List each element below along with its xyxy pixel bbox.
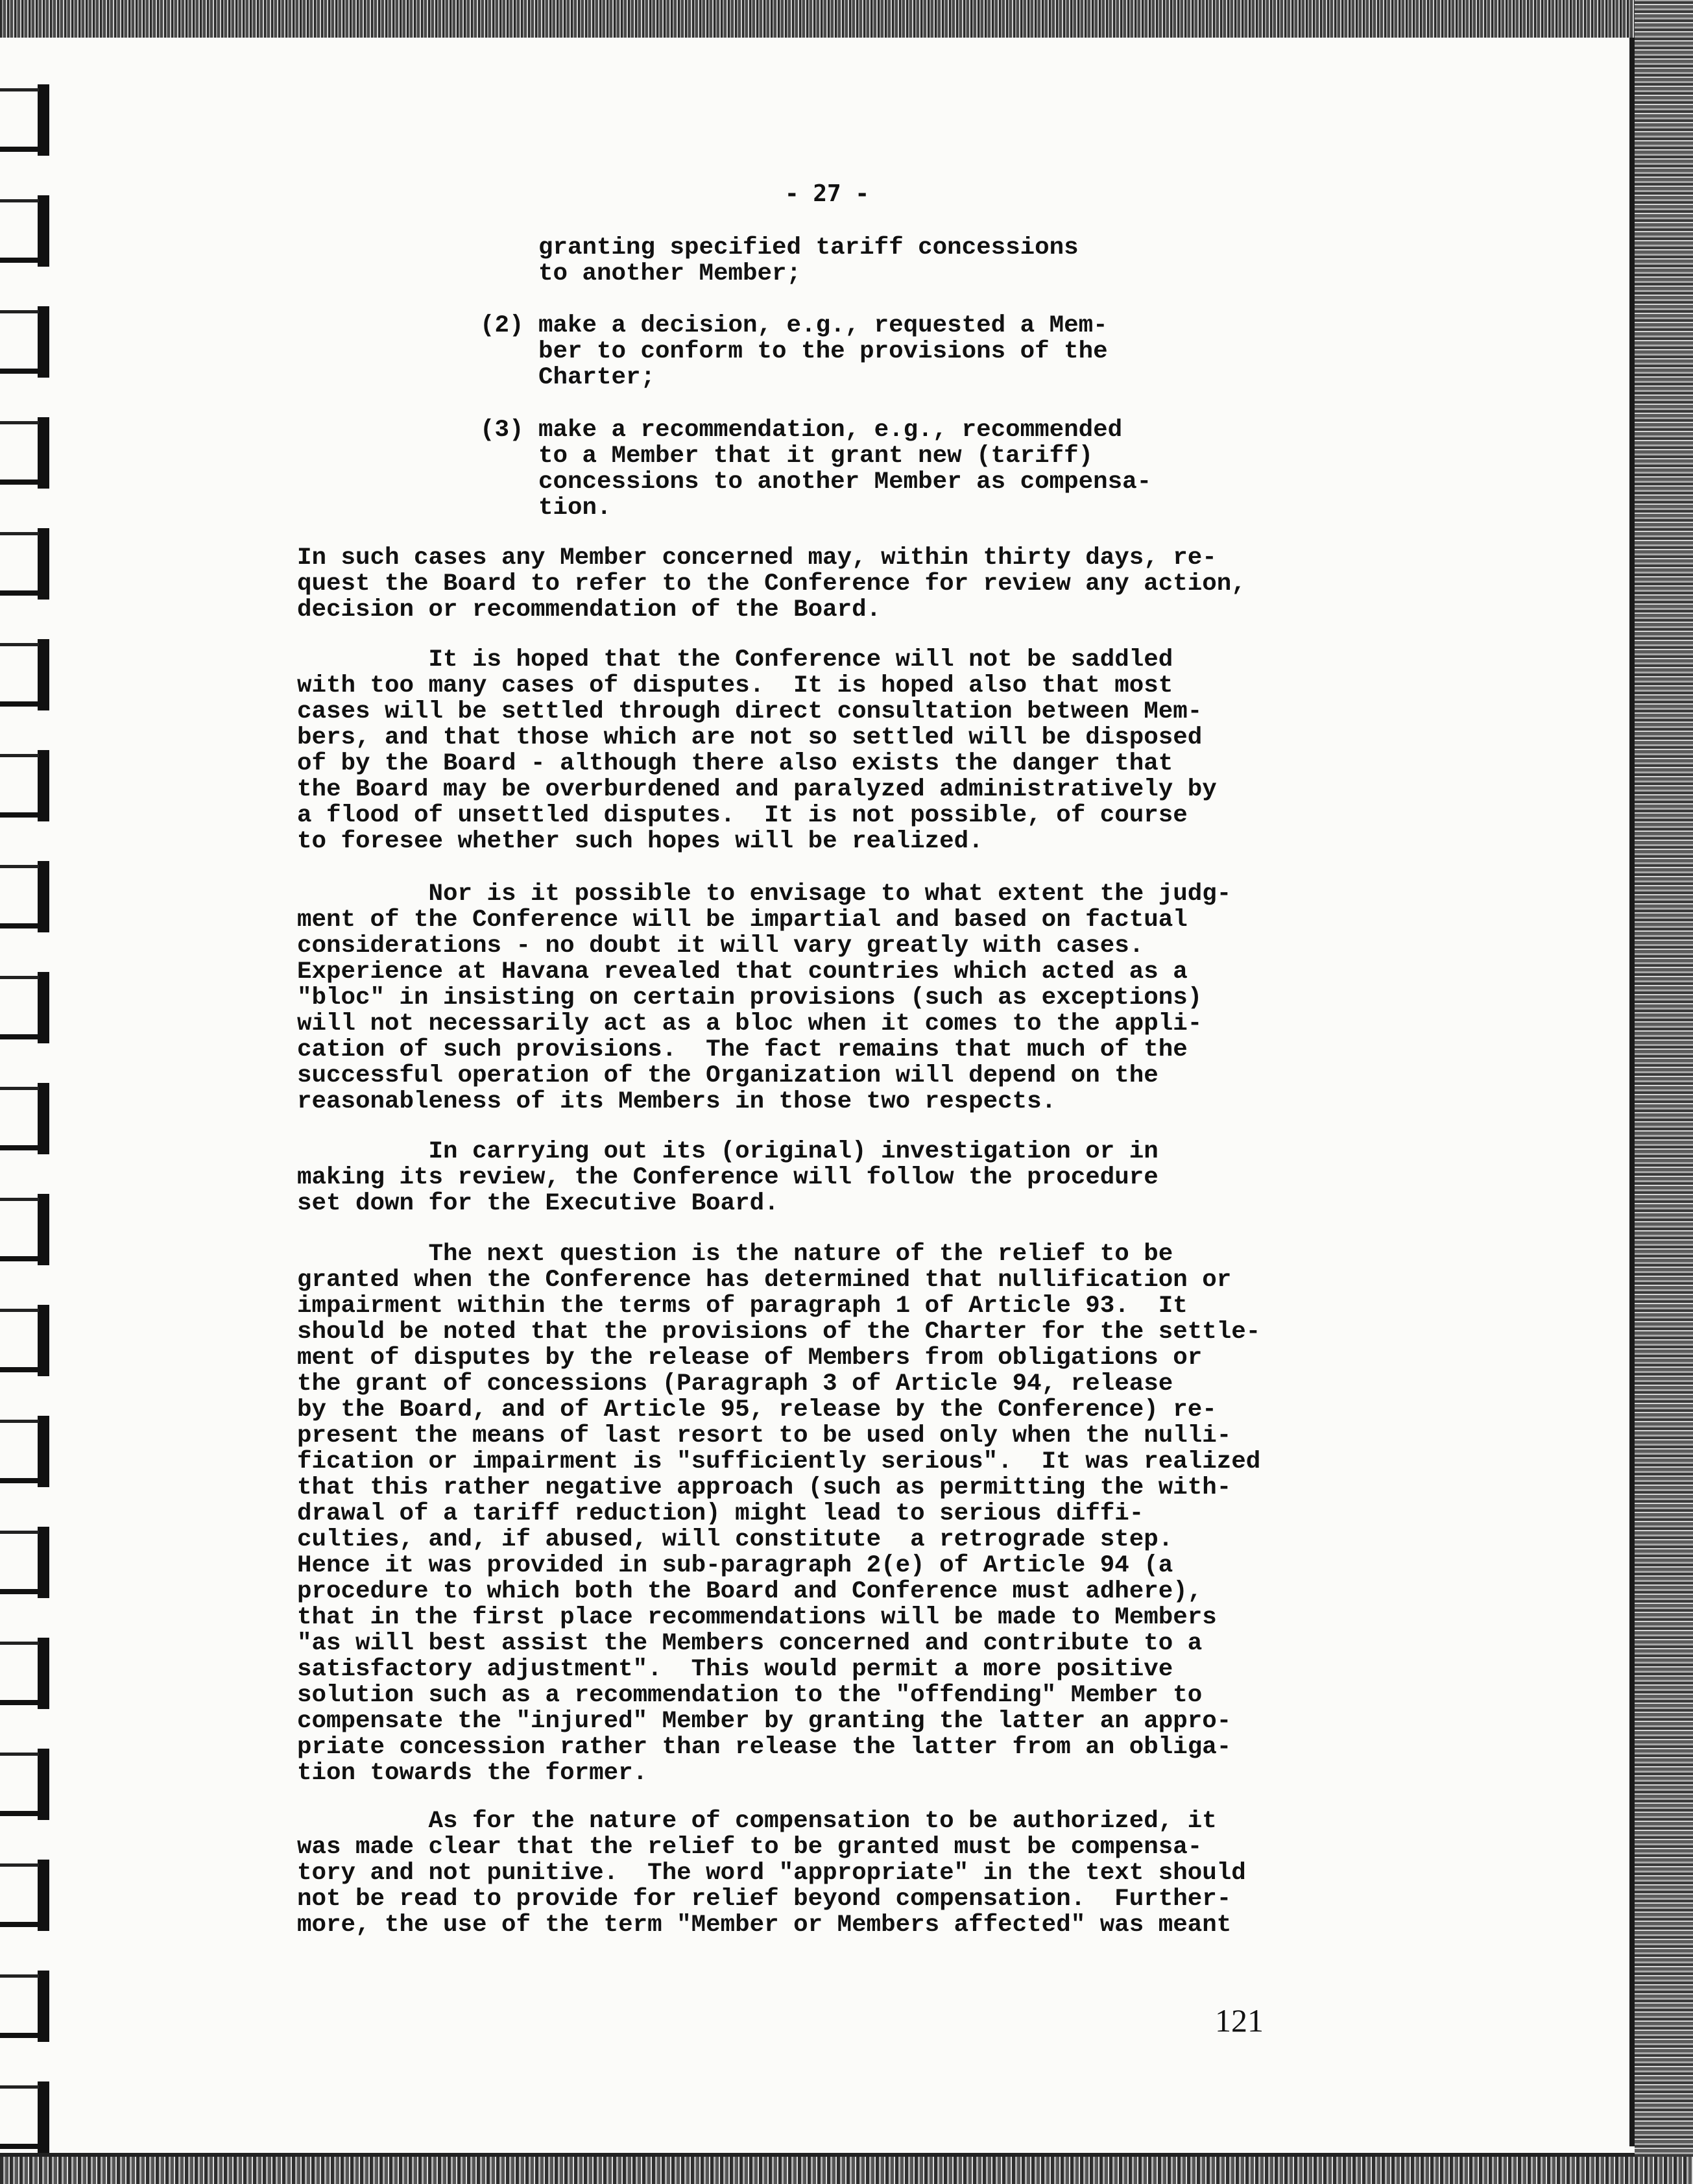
paragraph xyxy=(297,1241,1260,1786)
paragraph-line: decision or recommendation of the Board. xyxy=(297,596,882,624)
paragraph-line: procedure to which both the Board and Conference must adhere), xyxy=(297,1578,1203,1605)
paragraph-line: tory and not punitive. The word "appropriate" in the text should xyxy=(297,1860,1246,1887)
paragraph-line: set down for the Executive Board. xyxy=(297,1190,779,1217)
page-edge-bottom xyxy=(0,2153,1635,2157)
page-number-header: - 27 - xyxy=(785,180,870,207)
paragraph-line: The next question is the nature of the relief to be xyxy=(297,1241,1173,1268)
paragraph-line: priate concession rather than release the latter from an obliga- xyxy=(297,1734,1232,1761)
paragraph-line: a flood of unsettled disputes. It is not possible, of course xyxy=(297,802,1188,829)
binder-hole-mark xyxy=(0,1416,58,1487)
binder-hole-mark xyxy=(0,1860,58,1931)
binder-hole-mark xyxy=(0,1638,58,1709)
paragraph-line: by the Board, and of Article 95, release by the Conference) re- xyxy=(297,1396,1217,1424)
paragraph-line: reasonableness of its Members in those two respects. xyxy=(297,1088,1057,1115)
binder-hole-mark xyxy=(0,306,58,378)
scan-border-top xyxy=(0,0,1693,38)
paragraph-line: with too many cases of disputes. It is hoped also that most xyxy=(297,672,1173,699)
paragraph-line: the Board may be overburdened and paralyzed administratively by xyxy=(297,776,1217,803)
paragraph-line: culties, and, if abused, will constitute a retrograde step. xyxy=(297,1526,1173,1553)
paragraph-line: satisfactory adjustment". This would permit a more positive xyxy=(297,1656,1173,1683)
list-line: Charter; xyxy=(538,364,656,391)
paragraph-line: to foresee whether such hopes will be realized. xyxy=(297,828,983,855)
scan-border-right xyxy=(1635,0,1693,2184)
binder-holes xyxy=(0,0,78,2184)
paragraph-line: of by the Board - although there also exists the danger that xyxy=(297,750,1173,777)
list-line: ber to conform to the provisions of the xyxy=(538,338,1108,365)
list-item xyxy=(538,417,1151,521)
paragraph xyxy=(297,1139,1159,1217)
list-item-number: (3) xyxy=(480,417,524,444)
paragraph-line: cases will be settled through direct consultation between Mem- xyxy=(297,698,1203,725)
binder-hole-mark xyxy=(0,1083,58,1154)
paragraph-line: was made clear that the relief to be granted must be compensa- xyxy=(297,1834,1203,1861)
scan-border-bottom xyxy=(0,2157,1693,2184)
paragraph-line: the grant of concessions (Paragraph 3 of Article 94, release xyxy=(297,1370,1173,1398)
list-line: to a Member that it grant new (tariff) xyxy=(538,443,1094,470)
paragraph xyxy=(297,647,1217,855)
paragraph-line: making its review, the Conference will follow the procedure xyxy=(297,1164,1159,1191)
paragraph-line: As for the nature of compensation to be authorized, it xyxy=(297,1808,1217,1835)
paragraph-line: drawal of a tariff reduction) might lead to serious diffi- xyxy=(297,1500,1144,1527)
paragraph-line: "as will best assist the Members concerned and contribute to a xyxy=(297,1630,1203,1657)
folio-number: 121 xyxy=(1215,2002,1264,2039)
paragraph xyxy=(297,545,1246,623)
paragraph-line: more, the use of the term "Member or Members affected" was meant xyxy=(297,1911,1232,1939)
paragraph-line: Nor is it possible to envisage to what extent the judg- xyxy=(297,880,1232,908)
paragraph-line: granted when the Conference has determined that nullification or xyxy=(297,1267,1232,1294)
paragraph-line: quest the Board to refer to the Conference for review any action, xyxy=(297,570,1246,598)
list-item-number: (2) xyxy=(480,312,524,339)
paragraph-line: successful operation of the Organization will depend on the xyxy=(297,1062,1159,1089)
paragraph-line: should be noted that the provisions of the Charter for the settle- xyxy=(297,1318,1261,1346)
paragraph-line: bers, and that those which are not so settled will be disposed xyxy=(297,724,1203,751)
binder-hole-mark xyxy=(0,1749,58,1820)
paragraph-line: cation of such provisions. The fact remains that much of the xyxy=(297,1036,1188,1063)
paragraph-line: will not necessarily act as a bloc when it comes to the appli- xyxy=(297,1010,1203,1037)
paragraph-line: impairment within the terms of paragraph 1 of Article 93. It xyxy=(297,1292,1188,1320)
list-continuation xyxy=(538,235,1079,287)
binder-hole-mark xyxy=(0,417,58,489)
paragraph-line: ment of the Conference will be impartial and based on factual xyxy=(297,906,1188,934)
paragraph-line: compensate the "injured" Member by granting the latter an appro- xyxy=(297,1708,1232,1735)
binder-hole-mark xyxy=(0,84,58,156)
binder-hole-mark xyxy=(0,750,58,821)
paragraph-line: ment of disputes by the release of Members from obligations or xyxy=(297,1344,1203,1372)
binder-hole-mark xyxy=(0,639,58,710)
paragraph xyxy=(297,1808,1246,1938)
binder-hole-mark xyxy=(0,1527,58,1598)
paragraph-line: Experience at Havana revealed that countries which acted as a xyxy=(297,958,1188,986)
binder-hole-mark xyxy=(0,1305,58,1376)
list-line: make a recommendation, e.g., recommended xyxy=(538,417,1123,444)
paragraph-line: not be read to provide for relief beyond compensation. Further- xyxy=(297,1886,1232,1913)
binder-hole-mark xyxy=(0,861,58,932)
binder-hole-mark xyxy=(0,1194,58,1265)
page-edge-shadow xyxy=(1629,38,1635,2146)
paragraph-line: It is hoped that the Conference will not be saddled xyxy=(297,646,1173,673)
paragraph-line: "bloc" in insisting on certain provisions (such as exceptions) xyxy=(297,984,1203,1012)
paragraph-line: considerations - no doubt it will vary greatly with cases. xyxy=(297,932,1144,960)
binder-hole-mark xyxy=(0,528,58,600)
paragraph-line: Hence it was provided in sub-paragraph 2(e) of Article 94 (a xyxy=(297,1552,1173,1579)
paragraph-line: In carrying out its (original) investigation or in xyxy=(297,1138,1159,1165)
binder-hole-mark xyxy=(0,195,58,267)
list-line: granting specified tariff concessions xyxy=(538,234,1079,261)
paragraph-line: tion towards the former. xyxy=(297,1760,648,1787)
list-line: tion. xyxy=(538,494,612,522)
list-line: concessions to another Member as compensa- xyxy=(538,468,1152,496)
list-item xyxy=(538,313,1108,391)
paragraph-line: solution such as a recommendation to the "offending" Member to xyxy=(297,1682,1203,1709)
paragraph-line: In such cases any Member concerned may, within thirty days, re- xyxy=(297,544,1217,572)
binder-hole-mark xyxy=(0,972,58,1043)
paragraph-line: that in the first place recommendations will be made to Members xyxy=(297,1604,1217,1631)
list-line: to another Member; xyxy=(538,260,802,287)
paragraph-line: that this rather negative approach (such as permitting the with- xyxy=(297,1474,1232,1501)
binder-hole-mark xyxy=(0,2081,58,2153)
paragraph xyxy=(297,881,1231,1115)
binder-hole-mark xyxy=(0,1971,58,2042)
paragraph-line: present the means of last resort to be used only when the nulli- xyxy=(297,1422,1232,1450)
paragraph-line: fication or impairment is "sufficiently serious". It was realized xyxy=(297,1448,1261,1475)
list-line: make a decision, e.g., requested a Mem- xyxy=(538,312,1108,339)
